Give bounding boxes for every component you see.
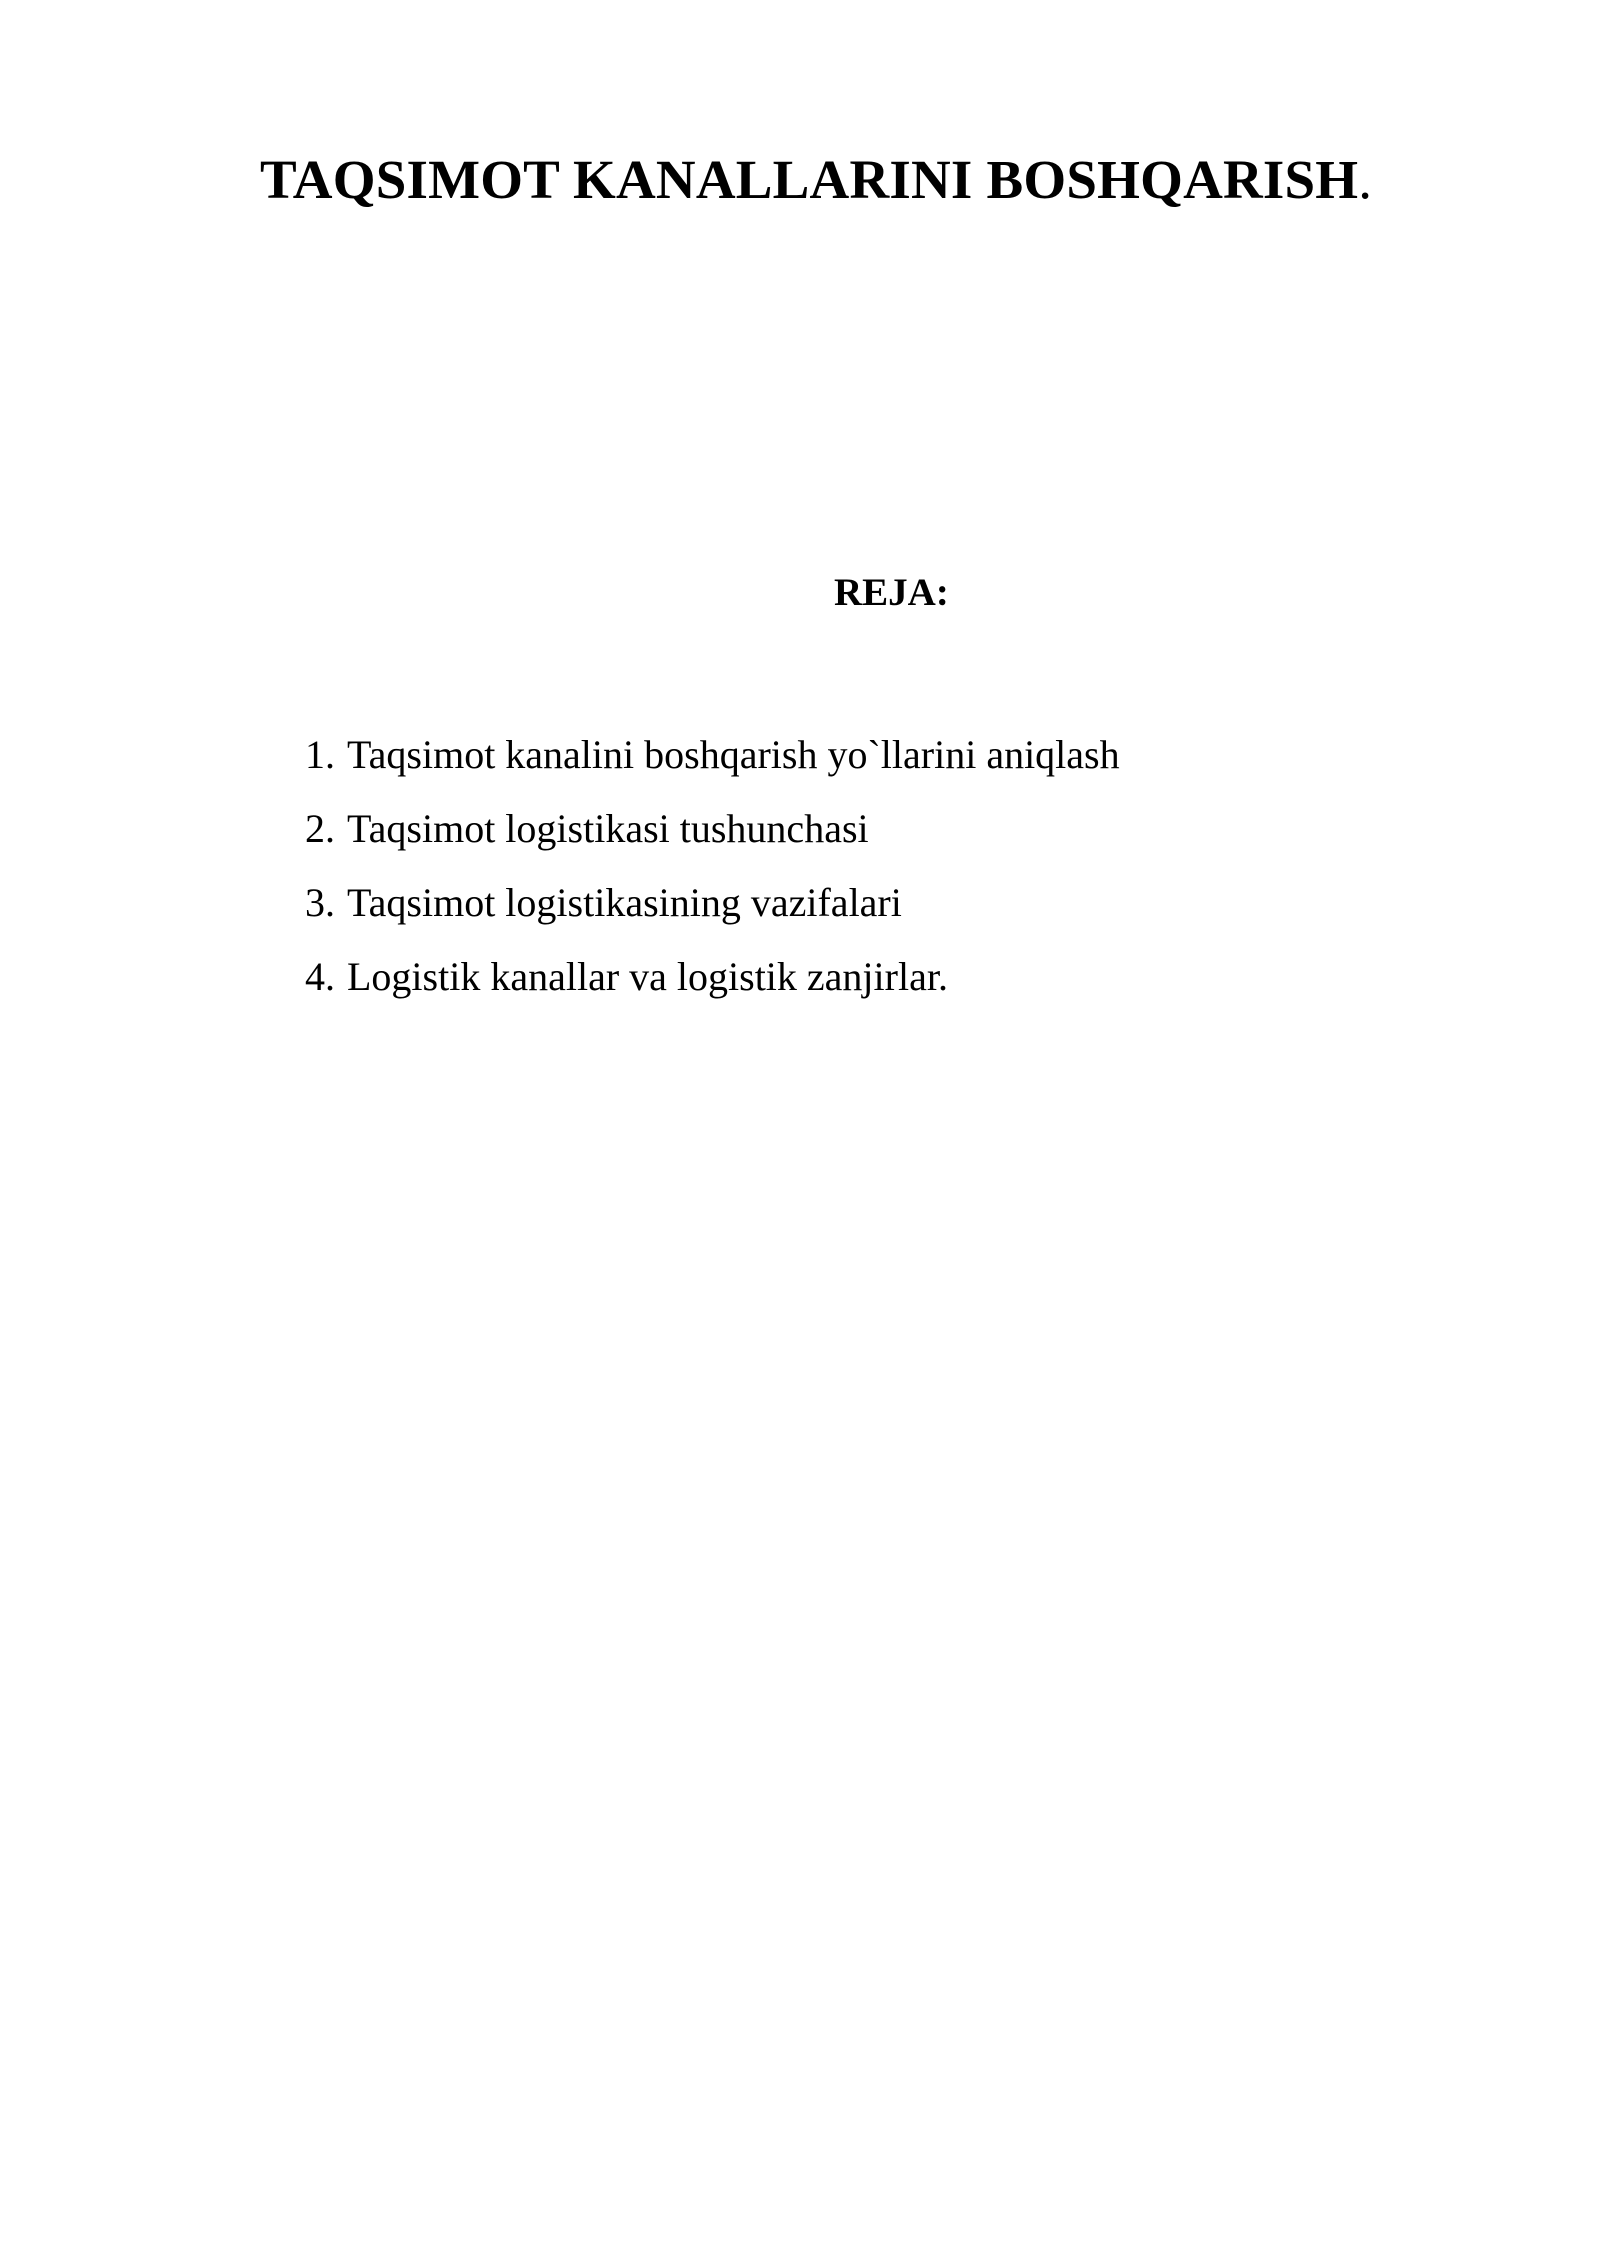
plan-item-3 [305, 866, 1120, 940]
plan-item-number: 2. [305, 806, 335, 851]
plan-heading: REJA: [834, 571, 949, 614]
plan-item-number: 3. [305, 880, 335, 925]
page-title [260, 149, 1373, 210]
plan-item-number: 4. [305, 954, 335, 999]
plan-item-text: Taqsimot logistikasi tushunchasi [347, 806, 869, 851]
plan-item-1 [305, 718, 1120, 792]
plan-item-text: Taqsimot kanalini boshqarish yo`llarini aniqlash [347, 732, 1120, 777]
page-title-text: TAQSIMOT KANALLARINI BOSHQARISH [260, 149, 1359, 210]
plan-item-4 [305, 940, 1120, 1014]
plan-item-number: 1. [305, 732, 335, 777]
page-title-period: . [1358, 149, 1373, 210]
plan-item-2 [305, 792, 1120, 866]
plan-item-text: Logistik kanallar va logistik zanjirlar. [347, 954, 948, 999]
plan-list [305, 718, 1120, 1014]
plan-item-text: Taqsimot logistikasining vazifalari [347, 880, 902, 925]
